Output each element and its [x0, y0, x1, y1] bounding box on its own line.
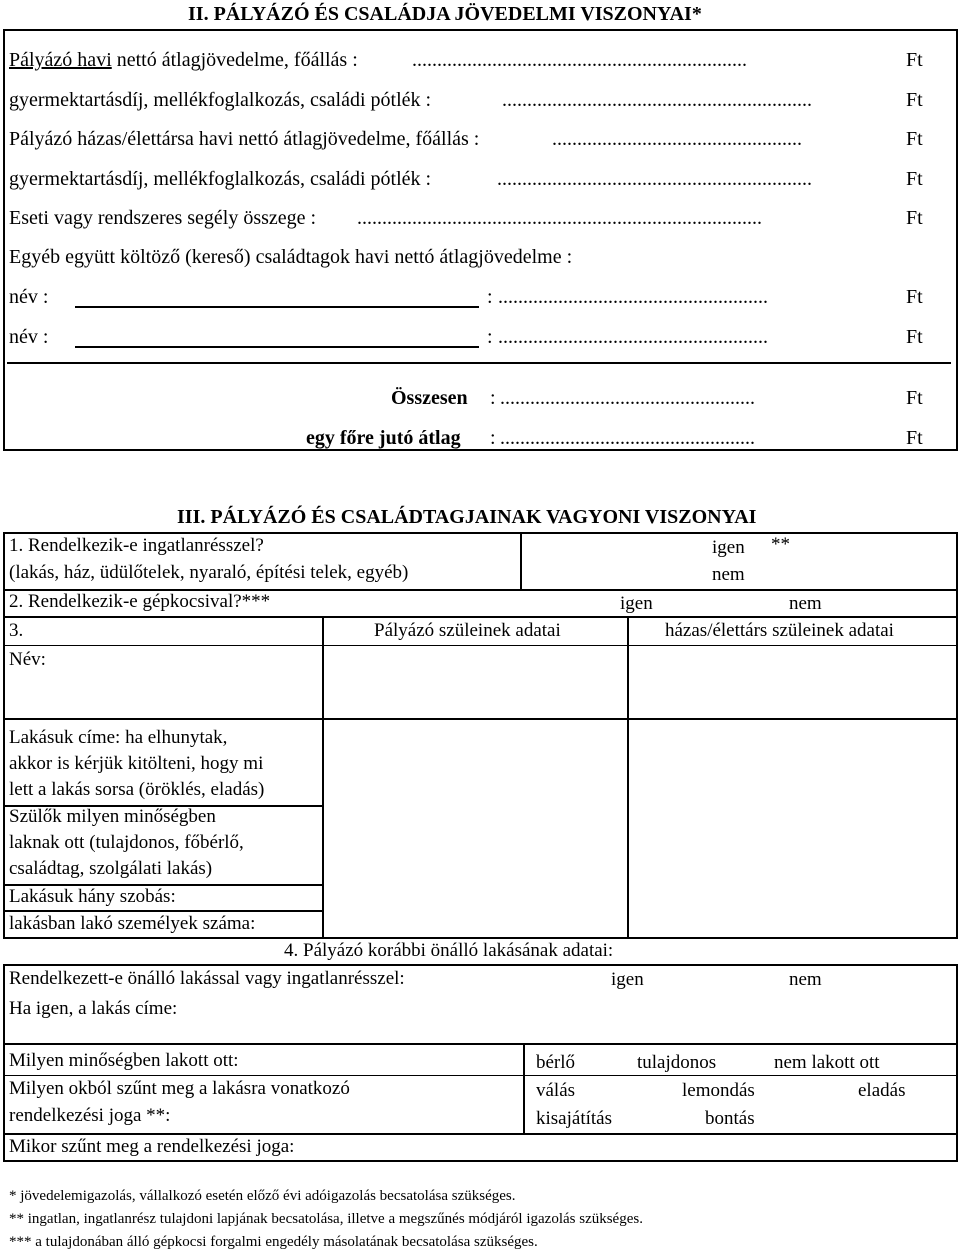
- table-right-border: [956, 532, 958, 938]
- q2-no[interactable]: nem: [789, 593, 822, 614]
- reason-option-divorce[interactable]: válás: [536, 1080, 576, 1101]
- q3-col2: házas/élettárs szüleinek adatai: [665, 620, 894, 641]
- aid-label: Eseti vagy rendszeres segély összege :: [9, 207, 317, 229]
- name2-sep: :: [487, 326, 493, 348]
- persons-label: lakásban lakó személyek száma:: [9, 913, 256, 934]
- quality-option-owner[interactable]: tulajdonos: [637, 1052, 717, 1073]
- avg-unit: Ft: [906, 427, 923, 449]
- q3-divider-2: [627, 616, 629, 938]
- q1-stars: **: [771, 534, 790, 555]
- q1-label: 1. Rendelkezik-e ingatlanrésszel?: [9, 535, 264, 556]
- total-sep: :: [490, 387, 496, 409]
- aid-unit: Ft: [906, 207, 923, 229]
- others-label: Egyéb együtt költöző (kereső) családtagok havi nettó átlagjövedelme :: [9, 246, 573, 268]
- name-label: Név:: [9, 649, 46, 670]
- q3-top-line: [3, 616, 958, 618]
- s4-reason-top-line-right: [523, 1075, 956, 1076]
- spouse-income-unit: Ft: [906, 128, 923, 150]
- name1-dots[interactable]: ......................................................: [498, 286, 768, 308]
- applicant-dots[interactable]: ...................................................................: [412, 49, 747, 71]
- spouse-extra-dots[interactable]: ...............................................................: [497, 168, 812, 190]
- when-label: Mikor szűnt meg a rendelkezési joga:: [9, 1136, 295, 1157]
- name2-line[interactable]: [75, 346, 479, 348]
- s4-right-border: [956, 964, 958, 1161]
- own-yes[interactable]: igen: [611, 969, 644, 990]
- reason-option-demolition[interactable]: bontás: [705, 1108, 755, 1129]
- total-separator: [7, 362, 951, 364]
- aid-dots[interactable]: .................................................................................: [357, 207, 762, 229]
- name1-sep: :: [487, 286, 493, 308]
- q1-yes[interactable]: igen: [712, 537, 745, 558]
- name2-label: név :: [9, 326, 49, 348]
- address-line-2: akkor is kérjük kitölteni, hogy mi: [9, 753, 264, 774]
- rooms-label: Lakásuk hány szobás:: [9, 886, 176, 907]
- footnote-1: * jövedelemigazolás, vállalkozó esetén előző évi adóigazolás becsatolása szükséges.: [9, 1188, 516, 1204]
- applicant-extra-dots[interactable]: ..............................................................: [502, 89, 812, 111]
- total-label: Összesen: [391, 387, 468, 409]
- q2-label: 2. Rendelkezik-e gépkocsival?***: [9, 591, 271, 612]
- own-label: Rendelkezett-e önálló lakással vagy ingatlanrésszel:: [9, 968, 405, 989]
- reason-option-expropriation[interactable]: kisajátítás: [536, 1108, 612, 1129]
- q2-yes[interactable]: igen: [620, 593, 653, 614]
- own-no[interactable]: nem: [789, 969, 822, 990]
- quality-line-2: laknak ott (tulajdonos, főbérlő,: [9, 832, 244, 853]
- spouse-extra-unit: Ft: [906, 168, 923, 190]
- applicant-label-underlined: Pályázó havi: [9, 49, 112, 71]
- reason-option-sale[interactable]: eladás: [858, 1080, 906, 1101]
- q1-sub: (lakás, ház, üdülőtelek, nyaraló, építési telek, egyéb): [9, 562, 409, 583]
- name2-dots[interactable]: ......................................................: [498, 326, 768, 348]
- s4-bottom-line: [3, 1160, 958, 1162]
- section4-title: 4. Pályázó korábbi önálló lakásának adatai:: [284, 940, 614, 961]
- rooms-bottom-line: [3, 910, 323, 912]
- avg-label: egy főre jutó átlag: [306, 427, 461, 449]
- applicant-extra-unit: Ft: [906, 89, 923, 111]
- income-row-applicant: [9, 49, 358, 72]
- q1-top-line: [3, 532, 958, 534]
- quality-option-not-lived[interactable]: nem lakott ott: [774, 1052, 880, 1073]
- spouse-income-dots[interactable]: ..................................................: [552, 128, 802, 150]
- footnote-2: ** ingatlan, ingatlanrész tulajdoni lapjának becsatolása, illetve a megszűnés módjáról igazolás szükséges.: [9, 1211, 643, 1227]
- name1-unit: Ft: [906, 286, 923, 308]
- section2-title: II. PÁLYÁZÓ ÉS CSALÁDJA JÖVEDELMI VISZONYAI*: [188, 3, 702, 25]
- quality-line-1: Szülők milyen minőségben: [9, 806, 216, 827]
- q3-num: 3.: [9, 620, 24, 641]
- q3-divider-1: [322, 616, 324, 938]
- q3-col1: Pályázó szüleinek adatai: [374, 620, 561, 641]
- s4-left-border: [3, 964, 5, 1161]
- footnote-3: *** a tulajdonában álló gépkocsi forgalmi engedély másolatának becsatolása szükséges.: [9, 1234, 538, 1250]
- reason-option-renounce[interactable]: lemondás: [682, 1080, 755, 1101]
- s4-quality-top-line: [3, 1043, 958, 1045]
- section3-title: III. PÁLYÁZÓ ÉS CSALÁDTAGJAINAK VAGYONI VISZONYAI: [177, 506, 757, 528]
- address-line-3: lett a lakás sorsa (öröklés, eladás): [9, 779, 265, 800]
- address-top-line: [3, 718, 958, 720]
- spouse-income-label: Pályázó házas/élettársa havi nettó átlagjövedelme, főállás :: [9, 128, 480, 150]
- reason-line-1: Milyen okból szűnt meg a lakásra vonatkozó: [9, 1078, 350, 1099]
- name1-line[interactable]: [75, 306, 479, 308]
- total-unit: Ft: [906, 387, 923, 409]
- total-dots[interactable]: ...................................................: [500, 387, 755, 409]
- table-bottom-line: [3, 937, 958, 939]
- s4-reason-top-line: [3, 1075, 523, 1076]
- quality-option-tenant[interactable]: bérlő: [536, 1052, 576, 1073]
- table-left-border: [3, 532, 5, 938]
- address-label: Ha igen, a lakás címe:: [9, 998, 178, 1019]
- applicant-extra-label: gyermektartásdíj, mellékfoglalkozás, családi pótlék :: [9, 89, 432, 111]
- avg-dots[interactable]: ...................................................: [500, 427, 755, 449]
- q3-header-line: [3, 645, 958, 646]
- quality-label: Milyen minőségben lakott ott:: [9, 1050, 239, 1071]
- applicant-label: nettó átlagjövedelme, főállás :: [111, 49, 358, 71]
- s4-top-line: [3, 964, 958, 966]
- avg-sep: :: [490, 427, 496, 449]
- address-line-1: Lakásuk címe: ha elhunytak,: [9, 727, 228, 748]
- name1-label: név :: [9, 286, 49, 308]
- reason-line-2: rendelkezési joga **:: [9, 1105, 171, 1126]
- s4-when-top-line: [3, 1133, 958, 1135]
- applicant-unit: Ft: [906, 49, 923, 71]
- spouse-extra-label: gyermektartásdíj, mellékfoglalkozás, családi pótlék :: [9, 168, 432, 190]
- name2-unit: Ft: [906, 326, 923, 348]
- q1-divider: [520, 532, 522, 589]
- q1-no[interactable]: nem: [712, 564, 745, 585]
- s4-divider: [523, 1043, 525, 1134]
- quality-line-3: családtag, szolgálati lakás): [9, 858, 213, 879]
